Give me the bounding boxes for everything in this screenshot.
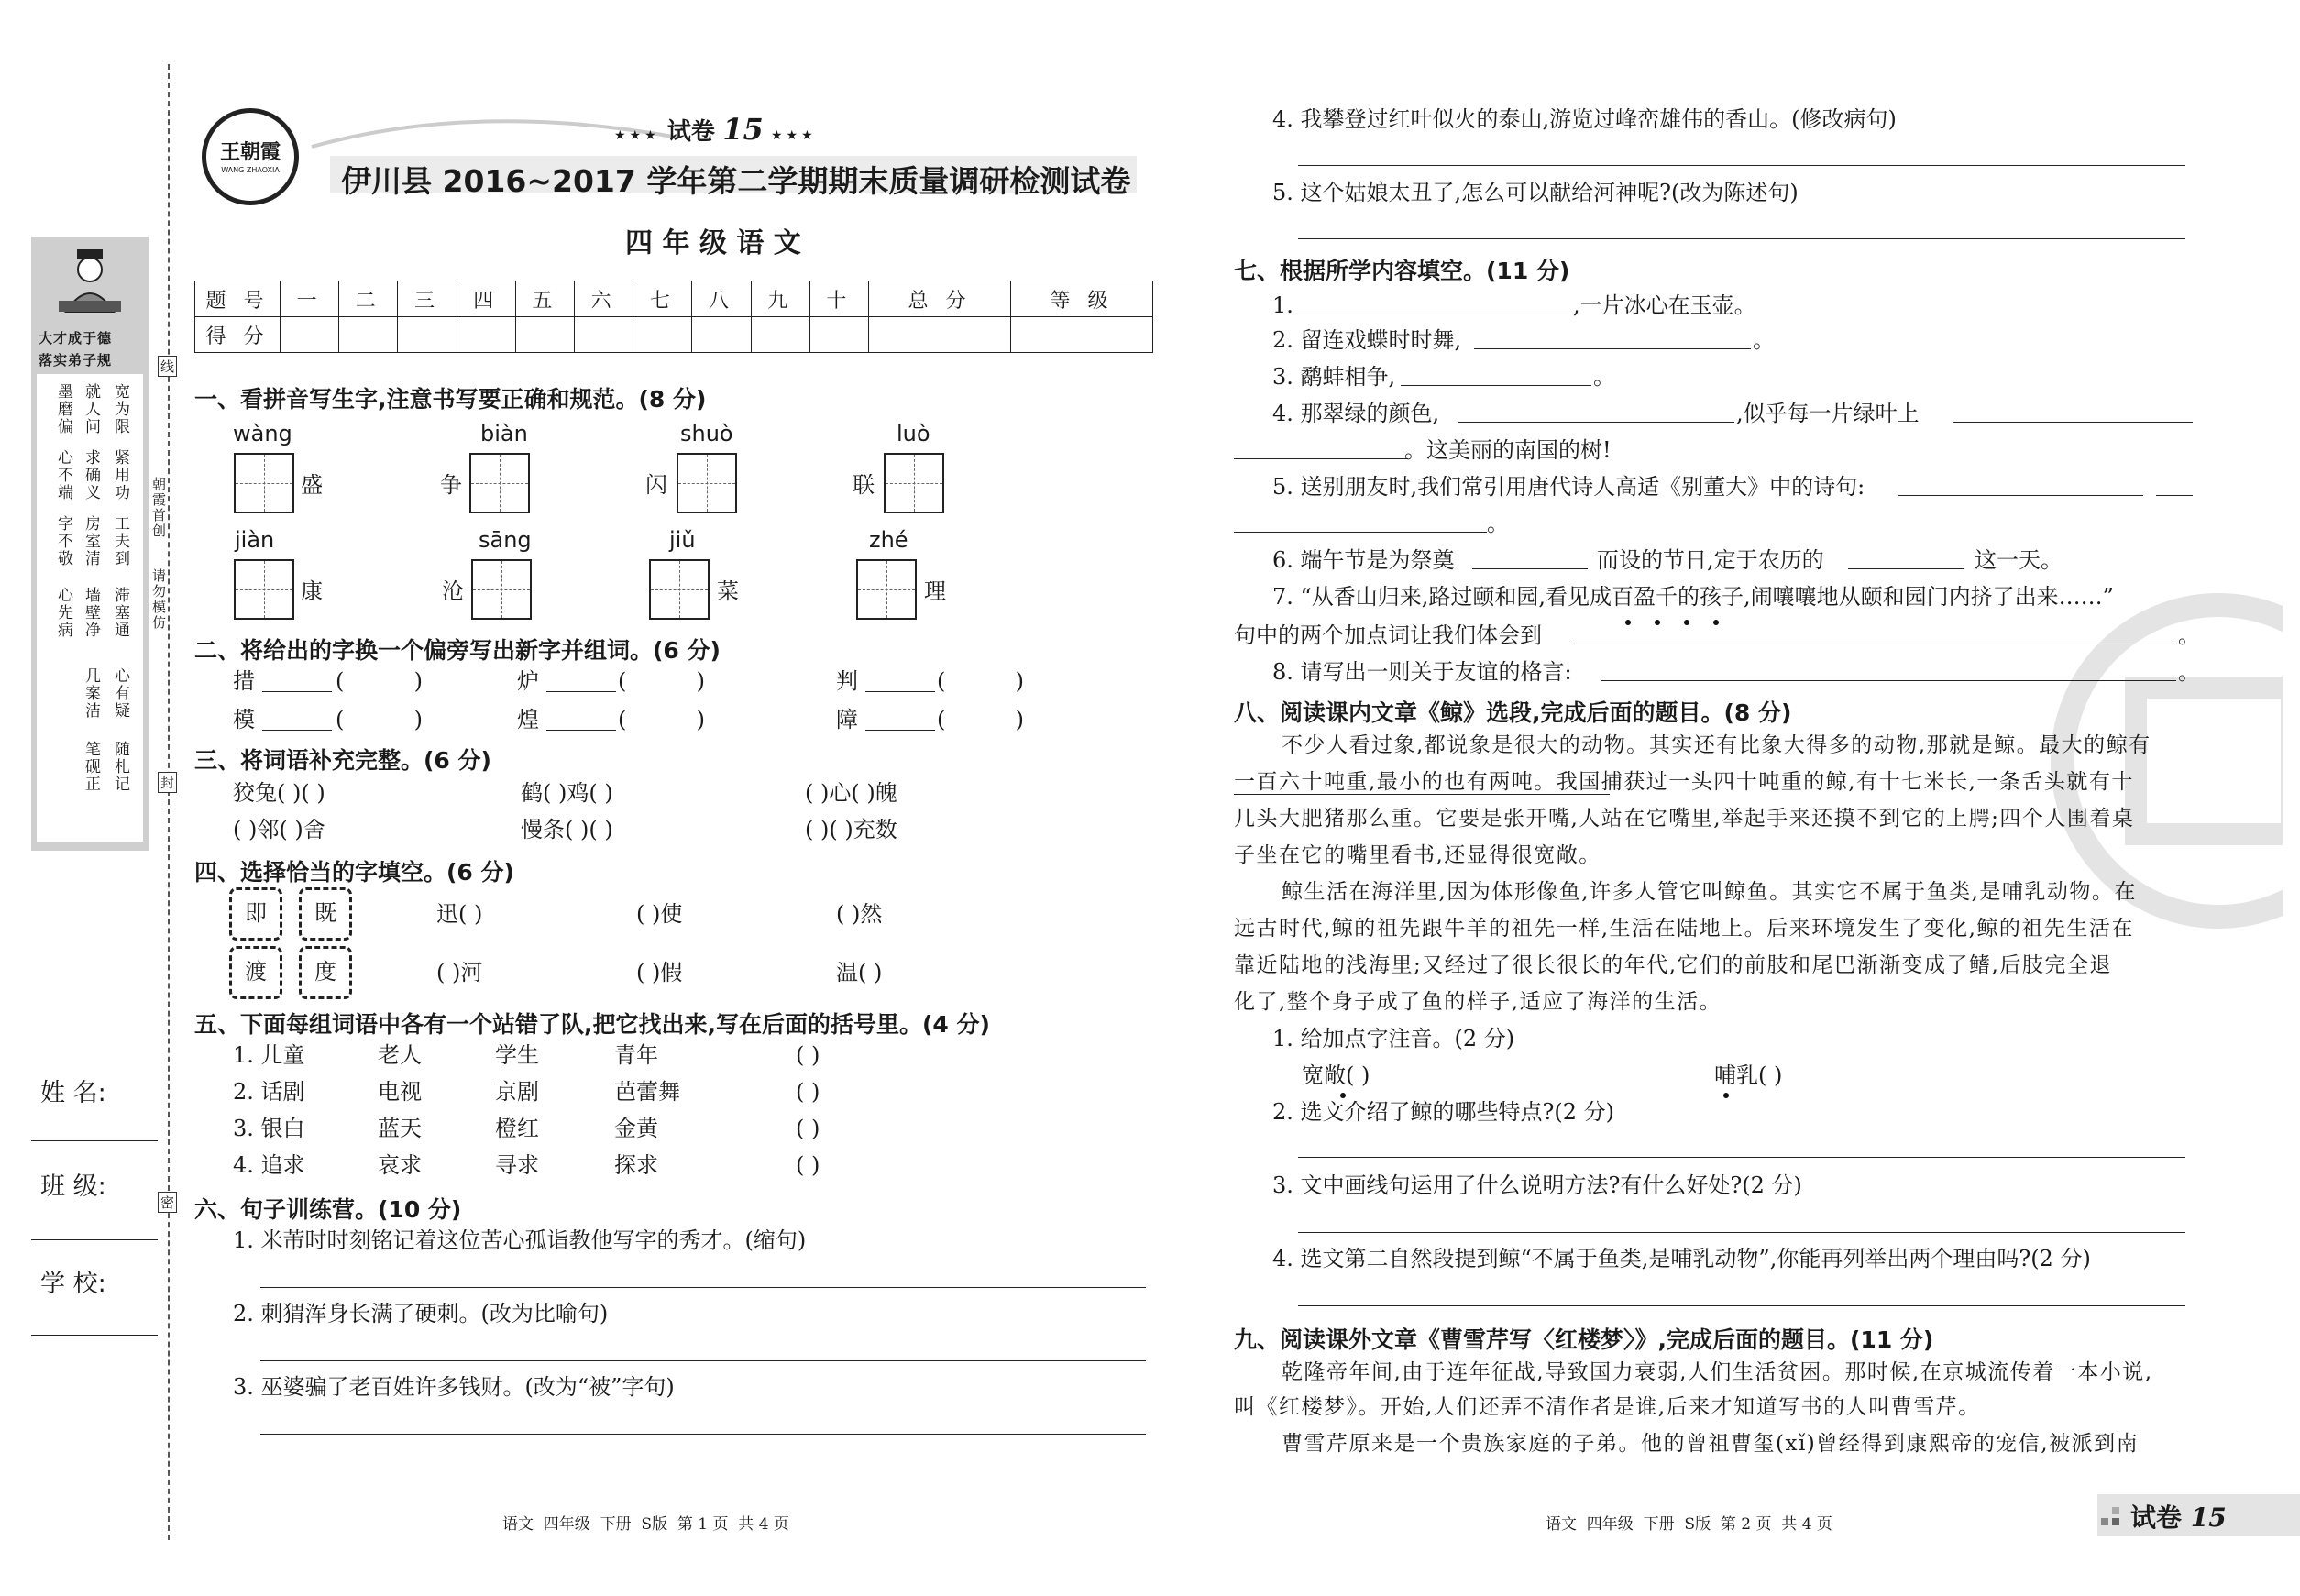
s6-answer-line[interactable]: [260, 1360, 1146, 1361]
exam-title: 伊川县 2016~2017 学年第二学期期末质量调研检测试卷: [341, 163, 1131, 199]
score-cell: 四: [457, 281, 515, 317]
s2-paren[interactable]: ( ): [937, 668, 1025, 694]
char: 沧: [442, 578, 464, 604]
proverb-col-3: 工夫到: [111, 515, 129, 567]
s7-q3: 3. 鹬蚌相争,: [1272, 364, 1396, 390]
s4-item[interactable]: ( )河: [436, 960, 483, 985]
score-cell: 五: [515, 281, 574, 317]
passage-line: 曹雪芹原来是一个贵族家庭的子弟。他的曾祖曹玺(xǐ)曾经得到康熙帝的宠信,被派到南: [1282, 1432, 2140, 1456]
passage-line: 一百六十吨重,最小的也有两吨。我国捕获过一头四十吨重的鲸,有十七米长,一条舌头就有十: [1234, 770, 2134, 794]
s7-q6a: 6. 端午节是为祭奠: [1272, 547, 1455, 573]
s7-blank[interactable]: [1601, 680, 2176, 681]
s2-char: 煌: [517, 707, 539, 732]
brand-strip-2: 请勿模仿: [150, 568, 167, 631]
s2-char: 障: [836, 707, 858, 732]
s8-q3: 3. 文中画线句运用了什么说明方法?有什么好处?(2 分): [1272, 1172, 1802, 1198]
s5-row: 橙红: [495, 1116, 539, 1141]
passage-line: 叫《红楼梦》。开始,人们还弄不清作者是谁,后来才知道写书的人叫曹雪芹。: [1234, 1395, 1981, 1419]
s2-paren[interactable]: ( ): [618, 707, 706, 732]
s1-title: 一、看拼音写生字,注意书写要正确和规范。(8 分): [194, 386, 707, 413]
class-field[interactable]: [31, 1239, 158, 1240]
score-input[interactable]: [692, 317, 751, 353]
stars-left: ★★★: [614, 128, 660, 143]
pinyin: wàng: [233, 421, 292, 446]
score-input[interactable]: [515, 317, 574, 353]
cut-mark-3: 密: [158, 1192, 177, 1213]
s5-row: 探求: [614, 1152, 658, 1178]
paper-number: 15: [722, 112, 764, 147]
s2-paren[interactable]: ( ): [336, 668, 424, 694]
motto-line-2: 落实弟子规: [39, 352, 113, 369]
s8-answer-line[interactable]: [1298, 1157, 2185, 1158]
s4-title: 四、选择恰当的字填空。(6 分): [194, 859, 514, 886]
score-input[interactable]: [809, 317, 868, 353]
score-row-label: 得 分: [195, 317, 281, 353]
s4-item[interactable]: 迅( ): [436, 901, 483, 927]
s3-item[interactable]: ( )心( )魄: [805, 780, 897, 806]
tian-box[interactable]: [649, 559, 710, 620]
s5-row: 京剧: [495, 1079, 539, 1105]
proverb-col-1: 宽为限: [111, 383, 129, 435]
paper-number-line: [614, 112, 817, 147]
s5-row: 学生: [495, 1042, 539, 1068]
pinyin: zhé: [869, 527, 908, 553]
s4-item[interactable]: ( )假: [636, 960, 683, 985]
class-label: 班 级:: [40, 1172, 106, 1201]
score-cell: 总 分: [869, 281, 1011, 317]
paper-label: 试卷: [666, 118, 715, 146]
passage-line: 几头大肥猪那么重。它要是张开嘴,人站在它嘴里,举起手来还摸不到它的上腭;四个人围着桌: [1234, 807, 2135, 831]
scholar-figure: [53, 248, 127, 321]
s8-answer-line[interactable]: [1298, 1305, 2185, 1306]
score-input[interactable]: [398, 317, 457, 353]
cut-mark-1: 线: [158, 356, 177, 377]
s3-item[interactable]: ( )邻( )舍: [233, 817, 325, 842]
tian-box[interactable]: [677, 453, 737, 513]
s7-period: 。: [1753, 327, 1775, 353]
pinyin: jiǔ: [669, 527, 696, 553]
passage-line: 靠近陆地的浅海里;又经过了很长很长的年代,它们的前肢和尾巴渐渐变成了鳍,后肢完全退: [1234, 953, 2112, 977]
s2-char: 措: [233, 668, 255, 694]
passage-line: 鲸生活在海洋里,因为体形像鱼,许多人管它叫鲸鱼。其实它不属于鱼类,是哺乳动物。在: [1282, 880, 2137, 904]
tian-box[interactable]: [884, 453, 944, 513]
s8-q1b[interactable]: 哺乳( ): [1714, 1062, 1783, 1088]
score-input[interactable]: [281, 317, 339, 353]
footer-right: 语文 四年级 下册 S版 第 2 页 共 4 页: [1546, 1515, 1832, 1534]
tian-box[interactable]: [234, 559, 294, 620]
s7-q5: 5. 送别朋友时,我们常引用唐代诗人高适《别董大》中的诗句:: [1272, 474, 1865, 500]
s8-q4: 4. 选文第二自然段提到鲸“不属于鱼类,是哺乳动物”,你能再列举出两个理由吗?(2 分): [1272, 1246, 2091, 1271]
s2-blank[interactable]: [546, 730, 616, 731]
s7-blank[interactable]: [1953, 422, 2193, 423]
scholar-icon: [53, 248, 127, 321]
score-input[interactable]: [633, 317, 692, 353]
tian-box[interactable]: [856, 559, 917, 620]
s2-blank[interactable]: [546, 691, 616, 692]
s7-blank[interactable]: [1848, 568, 1964, 569]
s2-char: 炉: [517, 668, 539, 694]
s5-row: 1. 儿童: [233, 1042, 305, 1068]
tian-box[interactable]: [471, 559, 532, 620]
s2-paren[interactable]: ( ): [336, 707, 424, 732]
s8-q2: 2. 选文介绍了鲸的哪些特点?(2 分): [1272, 1099, 1615, 1125]
s7-q6b: 而设的节日,定于农历的: [1597, 547, 1824, 573]
s7-q8: 8. 请写出一则关于友谊的格言:: [1272, 659, 1572, 685]
s5-row: 哀求: [378, 1152, 422, 1178]
s8-q1a[interactable]: 宽敞( ): [1302, 1062, 1370, 1088]
s2-title: 二、将给出的字换一个偏旁写出新字并组词。(6 分): [194, 637, 721, 664]
logo-subtext: WANG ZHAOXIA: [221, 166, 280, 174]
s6-answer-line[interactable]: [260, 1434, 1146, 1435]
school-field[interactable]: [31, 1335, 158, 1336]
proverb-col-12: 笔砚正: [82, 741, 100, 793]
passage-line: 化了,整个身子成了鱼的样子,适应了海洋的生活。: [1234, 990, 1722, 1014]
s6-answer-line[interactable]: [1298, 238, 2185, 239]
s7-q1-num: 1.: [1272, 292, 1293, 318]
char: 联: [853, 472, 875, 498]
score-input[interactable]: [575, 317, 633, 353]
s6-title: 六、句子训练营。(10 分): [194, 1196, 462, 1223]
proverb-col-7: 就人问: [82, 383, 100, 435]
pinyin: biàn: [480, 421, 528, 446]
s2-paren[interactable]: ( ): [937, 707, 1025, 732]
s5-row: 金黄: [614, 1116, 658, 1141]
name-field[interactable]: [31, 1140, 158, 1141]
s7-title: 七、根据所学内容填空。(11 分): [1234, 258, 1570, 284]
score-cell: 三: [398, 281, 457, 317]
score-cell: 八: [692, 281, 751, 317]
s7-period: 。: [1593, 364, 1615, 390]
proverb-col-2: 紧用功: [111, 449, 129, 501]
s7-period: 。: [1487, 511, 1509, 536]
s7-blank[interactable]: [1898, 495, 2143, 496]
name-label: 姓 名:: [40, 1079, 106, 1107]
proverb-col-11: 几案洁: [82, 667, 100, 720]
s8-answer-line[interactable]: [1298, 1232, 2185, 1233]
char: 争: [440, 472, 462, 498]
proverb-col-16: 心先病: [54, 587, 72, 639]
s3-title: 三、将词语补充完整。(6 分): [194, 747, 491, 774]
score-cell-label: 题 号: [195, 281, 281, 317]
passage-line: 远古时代,鲸的祖先跟牛羊的祖先一样,生活在陆地上。后来环境发生了变化,鲸的祖先生活在: [1234, 917, 2134, 941]
char: 闪: [645, 472, 667, 498]
score-input[interactable]: [339, 317, 398, 353]
s6-q4: 4. 我攀登过红叶似火的泰山,游览过峰峦雄伟的香山。(修改病句): [1272, 106, 1897, 132]
motto-line-1: 大才成于德: [39, 330, 113, 347]
s7-blank[interactable]: [1472, 568, 1588, 569]
score-input[interactable]: [869, 317, 1011, 353]
cut-mark-2: 封: [158, 772, 177, 793]
s3-item[interactable]: 鹤( )鸡( ): [521, 780, 613, 806]
s7-blank[interactable]: [1401, 385, 1591, 386]
logo-text: 王朝霞: [219, 140, 281, 164]
s2-blank[interactable]: [865, 691, 935, 692]
s9-title: 九、阅读课外文章《曹雪芹写〈红楼梦〉》,完成后面的题目。(11 分): [1234, 1326, 1934, 1353]
s6-answer-line[interactable]: [1298, 165, 2185, 166]
s5-row: 芭蕾舞: [614, 1079, 680, 1105]
s5-paren[interactable]: ( ): [796, 1079, 820, 1105]
s7-q4b: ,似乎每一片绿叶上: [1736, 401, 1920, 426]
score-input[interactable]: [751, 317, 809, 353]
score-cell: 二: [339, 281, 398, 317]
s2-blank[interactable]: [262, 691, 332, 692]
s7-q2: 2. 留连戏蝶时时舞,: [1272, 327, 1462, 353]
proverb-col-6: 随札记: [111, 741, 129, 793]
tian-box[interactable]: [234, 453, 294, 513]
s7-q7b: 句中的两个加点词让我们体会到: [1234, 622, 1542, 648]
char: 盛: [301, 472, 323, 498]
s8-title: 八、阅读课内文章《鲸》选段,完成后面的题目。(8 分): [1234, 699, 1792, 726]
s7-period: 。: [2178, 659, 2200, 685]
proverb-col-4: 滞塞通: [111, 587, 129, 639]
s3-item[interactable]: ( )( )充数: [805, 817, 897, 842]
s2-blank[interactable]: [262, 730, 332, 731]
passage-line: 不少人看过象,都说象是很大的动物。其实还有比象大得多的动物,那就是鲸。最大的鲸有: [1282, 733, 2151, 757]
proverb-col-9: 房室清: [82, 515, 100, 567]
brand-strip-1: 朝霞首创: [150, 477, 167, 539]
s2-char: 判: [836, 668, 858, 694]
sidebar-dashed-border: [168, 64, 170, 1540]
school-label: 学 校:: [40, 1270, 106, 1298]
footer-left: 语文 四年级 下册 S版 第 1 页 共 4 页: [502, 1515, 789, 1534]
pinyin: luò: [897, 421, 930, 446]
score-cell: 十: [809, 281, 868, 317]
choice-box: 度: [299, 946, 352, 999]
s6-q1: 1. 米芾时时刻铭记着这位苦心孤诣教他写字的秀才。(缩句): [233, 1227, 807, 1253]
score-table: [194, 281, 1153, 353]
choice-box: 渡: [229, 946, 282, 999]
score-input[interactable]: [457, 317, 515, 353]
s6-answer-line[interactable]: [260, 1287, 1146, 1288]
s4-item[interactable]: 温( ): [836, 960, 883, 985]
stars-right: ★★★: [771, 128, 817, 143]
s7-blank[interactable]: [1234, 532, 1487, 533]
char: 康: [301, 578, 323, 604]
logo-badge: [202, 108, 299, 205]
s5-paren[interactable]: ( ): [796, 1116, 820, 1141]
s2-blank[interactable]: [865, 730, 935, 731]
score-cell: 等 级: [1010, 281, 1152, 317]
s7-q7a: 7. “从香山归来,路过颐和园,看见成百盈千的孩子,闹嚷嚷地从颐和园门内挤了出来……”: [1272, 584, 2114, 610]
score-value-row: [195, 317, 1153, 353]
badge-label: 试卷 15: [2130, 1502, 2227, 1533]
s5-row: 青年: [614, 1042, 658, 1068]
emphasis-dots: [1621, 612, 1740, 620]
s5-paren[interactable]: ( ): [796, 1042, 820, 1068]
score-cell: 六: [575, 281, 633, 317]
s3-item[interactable]: 慢条( )( ): [521, 817, 613, 842]
proverb-col-15: 字不敬: [54, 515, 72, 567]
passage-line: 乾隆帝年间,由于连年征战,导致国力衰弱,人们生活贫困。那时候,在京城流传着一本小说,: [1282, 1360, 2153, 1384]
choice-box: 既: [299, 887, 352, 941]
s2-paren[interactable]: ( ): [618, 668, 706, 694]
s7-blank[interactable]: [1474, 348, 1751, 349]
choice-box: 即: [229, 887, 282, 941]
s4-item[interactable]: ( )使: [636, 901, 683, 927]
s5-row: 电视: [378, 1079, 422, 1105]
score-input[interactable]: [1010, 317, 1152, 353]
passage-line: 子坐在它的嘴里看书,还显得很宽敞。: [1234, 843, 1601, 867]
s8-q1: 1. 给加点字注音。(2 分): [1272, 1026, 1515, 1051]
s5-row: 3. 银白: [233, 1116, 305, 1141]
s5-row: 4. 追求: [233, 1152, 305, 1178]
proverb-col-14: 心不端: [54, 449, 72, 501]
s3-item[interactable]: 狡兔( )( ): [233, 780, 325, 806]
s7-q6c: 这一天。: [1975, 547, 2063, 573]
score-cell: 九: [751, 281, 809, 317]
s7-blank[interactable]: [1234, 458, 1408, 459]
s7-blank[interactable]: [1458, 422, 1734, 423]
proverb-col-5: 心有疑: [111, 667, 129, 720]
pinyin: shuò: [680, 421, 733, 446]
proverb-col-13: 墨磨偏: [54, 383, 72, 435]
proverb-col-8: 求确义: [82, 449, 100, 501]
s7-blank[interactable]: [2156, 495, 2193, 496]
s6-q2: 2. 刺猬浑身长满了硬刺。(改为比喻句): [233, 1301, 609, 1326]
pinyin: jiàn: [235, 527, 275, 553]
s7-q4c: 。这美丽的南国的树!: [1404, 437, 1612, 463]
s6-q3: 3. 巫婆骗了老百姓许多钱财。(改为“被”字句): [233, 1374, 675, 1400]
char: 理: [924, 578, 946, 604]
pinyin: sāng: [479, 527, 532, 553]
char: 菜: [717, 578, 739, 604]
s6-q5: 5. 这个姑娘太丑了,怎么可以献给河神呢?(改为陈述句): [1272, 180, 1799, 205]
s7-q1-text: ,一片冰心在玉壶。: [1573, 292, 1756, 318]
score-cell: 七: [633, 281, 692, 317]
s4-item[interactable]: ( )然: [836, 901, 883, 927]
proverb-col-10: 墙壁净: [82, 587, 100, 639]
s5-row: 寻求: [495, 1152, 539, 1178]
s5-row: 老人: [378, 1042, 422, 1068]
badge-squares-icon: [2097, 1494, 2134, 1536]
dots-icon: [1621, 619, 1740, 626]
s5-paren[interactable]: ( ): [796, 1152, 820, 1178]
score-header-row: [195, 281, 1153, 317]
passage-underline: [1234, 794, 1610, 795]
s5-title: 五、下面每组词语中各有一个站错了队,把它找出来,写在后面的括号里。(4 分): [194, 1011, 990, 1038]
s2-char: 模: [233, 707, 255, 732]
exam-subtitle: 四 年 级 语 文: [625, 227, 801, 259]
s7-period: 。: [2178, 622, 2200, 648]
s5-row: 2. 话剧: [233, 1079, 305, 1105]
s7-q4a: 4. 那翠绿的颜色,: [1272, 401, 1440, 426]
tian-box[interactable]: [469, 453, 530, 513]
footer-badge: [2097, 1494, 2300, 1536]
s5-row: 蓝天: [378, 1116, 422, 1141]
score-cell: 一: [281, 281, 339, 317]
emphasis-dot: [1723, 1093, 1729, 1098]
